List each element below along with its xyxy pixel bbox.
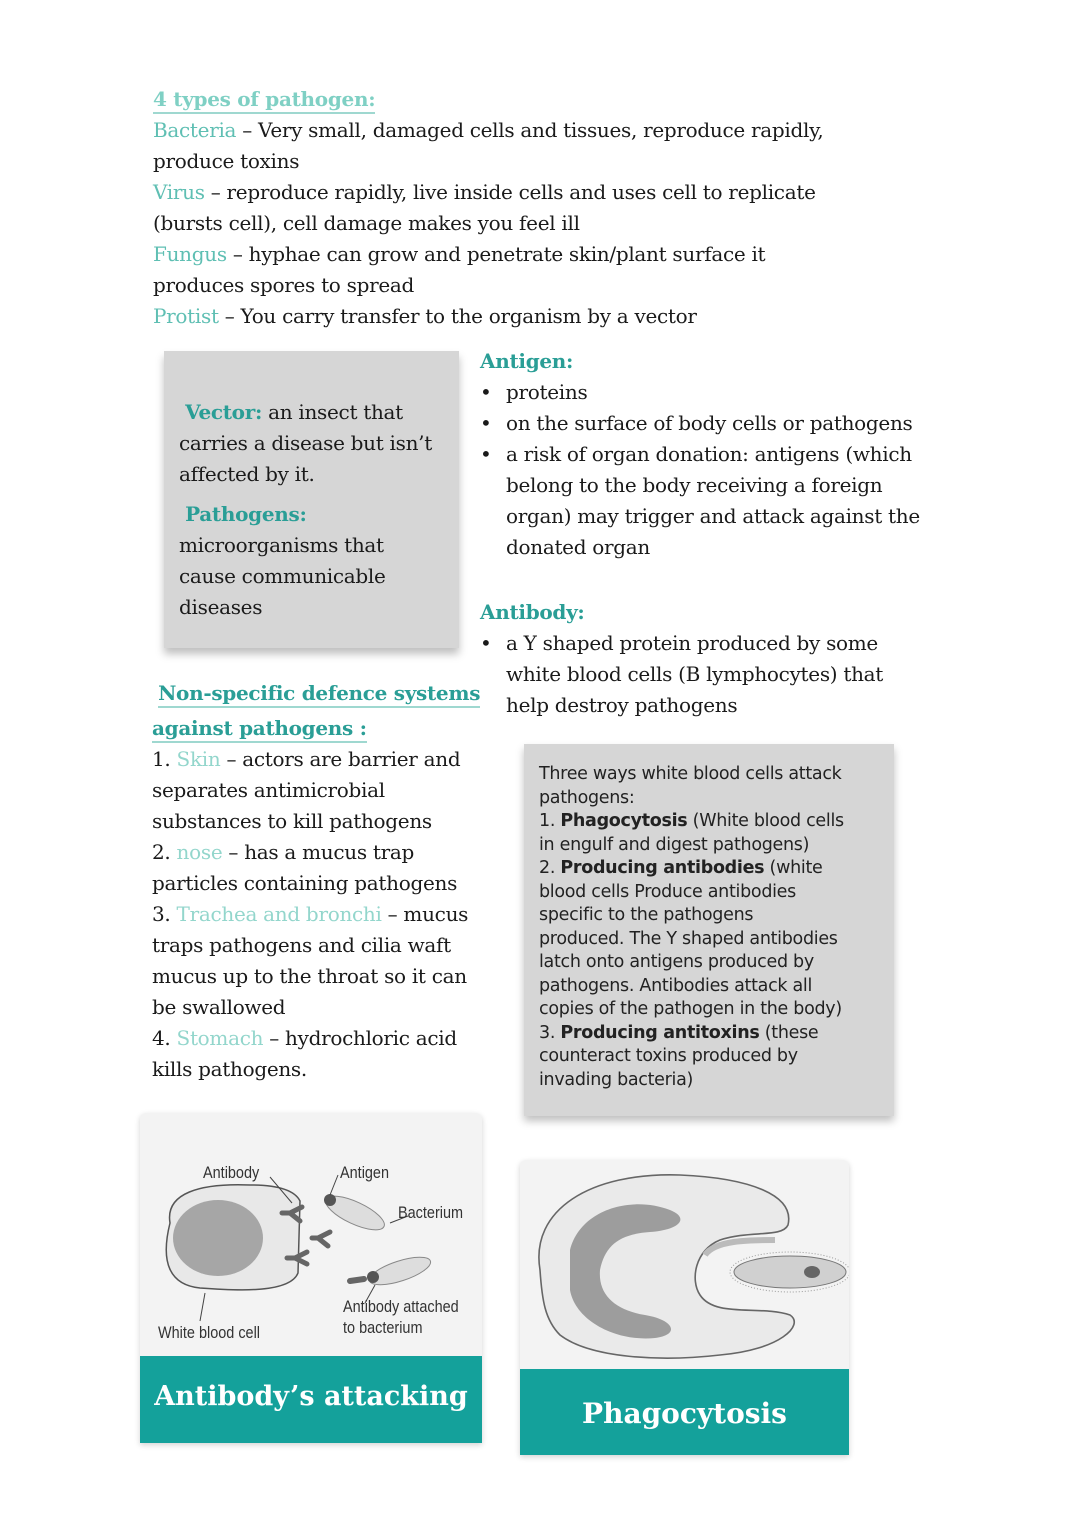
- item-text: (these: [759, 1022, 819, 1043]
- bullet-text: on the surface of body cells or pathogens: [506, 411, 913, 435]
- bullet-icon: •: [480, 631, 492, 655]
- antigen-heading: Antigen:: [480, 349, 574, 373]
- item-number: 3.: [152, 902, 177, 926]
- nonspecific-heading-line1: [152, 678, 492, 709]
- item-text: in engulf and digest pathogens): [539, 834, 810, 855]
- separator: –: [236, 118, 259, 142]
- item-text: specific to the pathogens: [539, 905, 754, 925]
- bullet-icon: •: [480, 380, 492, 404]
- bullet-text: white blood cells (B lymphocytes) that: [506, 662, 884, 686]
- term-virus: Virus: [153, 180, 205, 204]
- separator: –: [226, 242, 249, 266]
- desc: You carry transfer to the organism by a vector: [240, 304, 697, 328]
- term-fungus: Fungus: [153, 242, 227, 266]
- defence-item-stomach: [152, 1023, 492, 1054]
- pathogens-text-line2: cause communicable: [179, 564, 386, 588]
- item-title: Phagocytosis: [560, 811, 688, 831]
- item-text: blood cells Produce antibodies: [539, 881, 796, 902]
- item-text: mucus up to the throat so it can: [152, 964, 467, 988]
- pathogen-virus: [153, 177, 913, 208]
- antigen-bullet-3: [480, 439, 960, 563]
- antibody-heading: Antibody:: [480, 600, 585, 624]
- nonspecific-heading-line2: [152, 713, 492, 744]
- term-skin: Skin: [176, 747, 221, 771]
- antibody-figure-caption: Antibody’s attacking: [140, 1356, 482, 1443]
- phagocytosis-figure-caption: Phagocytosis: [520, 1369, 849, 1455]
- defence-item-skin: [152, 744, 492, 775]
- pathogens-term: Pathogens:: [185, 502, 307, 526]
- way-phagocytosis: [539, 810, 889, 834]
- term-bacteria: Bacteria: [153, 118, 237, 142]
- bullet-text: donated organ: [506, 535, 650, 559]
- bullet-icon: •: [480, 411, 492, 435]
- pathogen-fungus-cont: produces spores to spread: [153, 273, 414, 297]
- vector-definition: [179, 397, 459, 428]
- label-white-blood-cell: White blood cell: [158, 1323, 261, 1342]
- label-antibody: Antibody: [203, 1163, 260, 1182]
- separator: –: [204, 180, 227, 204]
- pathogen-types-heading: 4 types of pathogen:: [153, 86, 375, 114]
- item-text: (white: [764, 858, 823, 878]
- nonspecific-defence-section: [152, 678, 492, 1085]
- phagocytosis-illustration: [520, 1160, 849, 1370]
- vector-text: an insect that: [262, 400, 403, 424]
- item-text: counteract toxins produced by: [539, 1046, 798, 1066]
- item-text: – has a mucus trap: [222, 840, 414, 864]
- item-title: Producing antitoxins: [560, 1022, 760, 1043]
- label-bacterium: Bacterium: [398, 1203, 464, 1222]
- antigen-section: [480, 346, 960, 563]
- term-stomach: Stomach: [176, 1026, 264, 1050]
- item-text: separates antimicrobial: [152, 778, 385, 802]
- defence-item-trachea: [152, 899, 492, 930]
- bullet-text: a risk of organ donation: antigens (which: [506, 442, 912, 466]
- way-antitoxins: [539, 1022, 889, 1046]
- antibody-bullet: [480, 628, 960, 721]
- pathogens-term-line: [179, 499, 459, 530]
- vector-text-line2: carries a disease but isn’t: [179, 431, 432, 455]
- vector-text-line3: affected by it.: [179, 462, 315, 486]
- item-text: – actors are barrier and: [220, 747, 461, 771]
- label-attached-line1: Antibody attached: [343, 1297, 459, 1316]
- heading-text: Non-specific defence systems: [158, 680, 480, 708]
- bullet-text: proteins: [506, 380, 588, 404]
- item-text: invading bacteria): [539, 1069, 694, 1090]
- item-number: 2.: [539, 858, 561, 878]
- defence-item-nose: [152, 837, 492, 868]
- pathogen-bacteria: [153, 115, 913, 146]
- intro-text: Three ways white blood cells attack: [539, 764, 842, 784]
- antibody-diagram-illustration: [140, 1113, 482, 1358]
- item-text: – hydrochloric acid: [263, 1026, 457, 1050]
- antigen-bullet-2: [480, 408, 960, 439]
- separator: –: [218, 304, 241, 328]
- vector-term: Vector:: [185, 400, 263, 424]
- item-number: 2.: [152, 840, 177, 864]
- heading-text: against pathogens :: [152, 715, 367, 743]
- item-text: produced. The Y shaped antibodies: [539, 928, 838, 949]
- bullet-text: a Y shaped protein produced by some: [506, 631, 878, 655]
- three-ways-box: [524, 744, 894, 1116]
- way-antibodies: [539, 857, 889, 881]
- pathogen-fungus: [153, 239, 913, 270]
- item-number: 1.: [539, 811, 561, 831]
- item-text: copies of the pathogen in the body): [539, 999, 842, 1019]
- pathogen-bacteria-cont: produce toxins: [153, 149, 300, 173]
- pathogens-text-line1: microorganisms that: [179, 533, 384, 557]
- desc: reproduce rapidly, live inside cells and uses cell to replicate: [226, 180, 816, 204]
- antibody-attacking-figure: [140, 1113, 482, 1443]
- item-text: be swallowed: [152, 995, 286, 1019]
- phagocytosis-figure: [520, 1160, 849, 1455]
- pathogen-protist: [153, 301, 913, 332]
- item-text: traps pathogens and cilia waft: [152, 933, 451, 957]
- item-text: substances to kill pathogens: [152, 809, 432, 833]
- pathogen-virus-cont: (bursts cell), cell damage makes you feel ill: [153, 211, 580, 235]
- bullet-icon: •: [480, 442, 492, 466]
- item-title: Producing antibodies: [560, 858, 765, 878]
- term-protist: Protist: [153, 304, 219, 328]
- item-text: (White blood cells: [687, 811, 844, 831]
- item-number: 4.: [152, 1026, 177, 1050]
- pathogens-text-line3: diseases: [179, 595, 263, 619]
- intro-text: pathogens:: [539, 787, 635, 808]
- item-number: 3.: [539, 1022, 561, 1043]
- item-number: 1.: [152, 747, 177, 771]
- label-attached-line2: to bacterium: [343, 1318, 423, 1337]
- bullet-text: organ) may trigger and attack against the: [506, 504, 920, 528]
- label-antigen: Antigen: [340, 1163, 390, 1182]
- bullet-text: belong to the body receiving a foreign: [506, 473, 883, 497]
- item-text: – mucus: [381, 902, 469, 926]
- term-trachea: Trachea and bronchi: [176, 902, 382, 926]
- desc: Very small, damaged cells and tissues, reproduce rapidly,: [258, 118, 824, 142]
- antigen-bullet-1: [480, 377, 960, 408]
- definitions-box: [164, 351, 459, 648]
- item-text: pathogens. Antibodies attack all: [539, 975, 813, 996]
- desc: hyphae can grow and penetrate skin/plant surface it: [248, 242, 766, 266]
- antibody-section: [480, 597, 960, 721]
- item-text: latch onto antigens produced by: [539, 952, 814, 972]
- bullet-text: help destroy pathogens: [506, 693, 738, 717]
- term-nose: nose: [176, 840, 223, 864]
- item-text: particles containing pathogens: [152, 871, 458, 895]
- pathogen-types-section: [153, 84, 913, 332]
- item-text: kills pathogens.: [152, 1057, 307, 1081]
